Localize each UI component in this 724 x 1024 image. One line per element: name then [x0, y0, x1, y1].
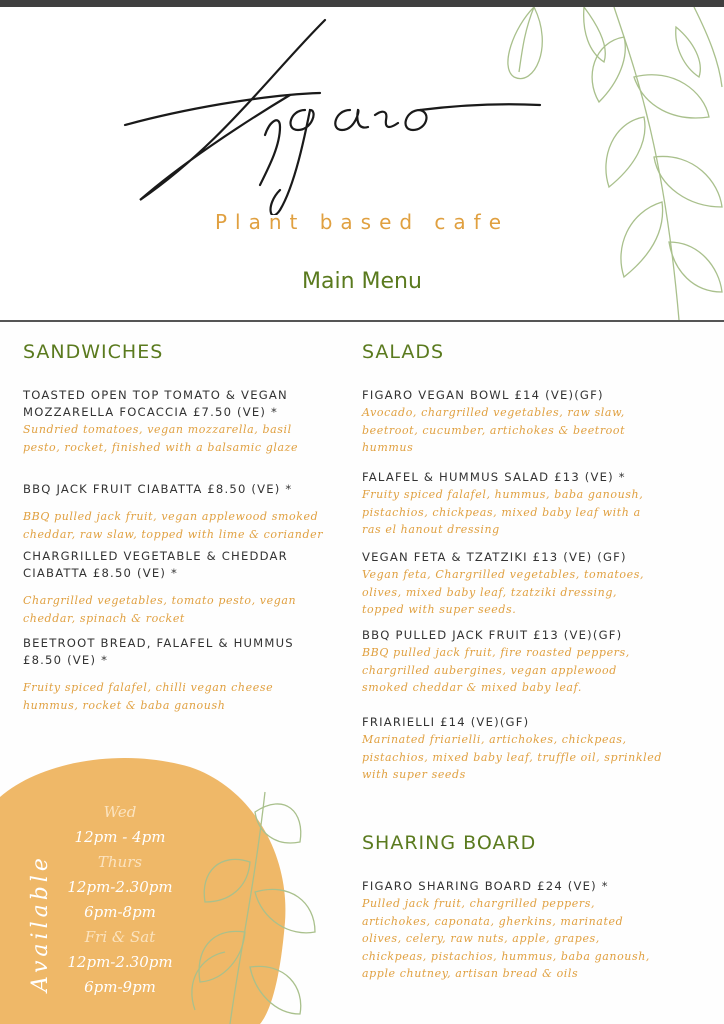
item-title: FALAFEL & HUMMUS SALAD £13 (VE) * [362, 470, 626, 484]
available-label: Available [28, 854, 53, 992]
section-title-sharing-board: SHARING BOARD [362, 832, 537, 854]
item-description: Pulled jack fruit, chargrilled peppers, artichokes, caponata, gherkins, marinated olives, celery, raw nuts, apple, grapes, chickpeas, pistachios, hummus, baba ganoush, apple chutney, artisan bread & oils [362, 897, 651, 980]
hours-day-thurs: Thurs [97, 853, 143, 871]
menu-item [23, 387, 328, 456]
tagline: Plant based cafe [214, 210, 510, 234]
top-bar [0, 0, 724, 7]
item-title: BEETROOT BREAD, FALAFEL & HUMMUS £8.50 (VE) * [23, 636, 294, 667]
hours-time: 12pm-2.30pm [67, 953, 173, 971]
menu-header [0, 7, 724, 320]
hours-time: 12pm - 4pm [74, 828, 166, 846]
menu-item [362, 387, 662, 457]
menu-item [23, 548, 328, 627]
item-description: Vegan feta, Chargrilled vegetables, tomatoes, olives, mixed baby leaf, tzatziki dressing, topped with super seeds. [362, 568, 645, 616]
item-description: Fruity spiced falafel, chilli vegan cheese hummus, rocket & baba ganoush [23, 681, 274, 712]
section-title-sandwiches: SANDWICHES [23, 341, 164, 363]
hours-day-fri-sat: Fri & Sat [84, 928, 156, 946]
hours-time: 6pm-9pm [84, 978, 156, 996]
opening-hours [60, 800, 180, 1000]
item-description: Marinated friarielli, artichokes, chickpeas, pistachios, mixed baby leaf, truffle oil, sprinkled with super seeds [362, 733, 662, 781]
item-title: BBQ PULLED JACK FRUIT £13 (VE)(GF) [362, 628, 623, 642]
menu-content [0, 322, 724, 1024]
menu-item [362, 878, 662, 983]
item-description: Sundried tomatoes, vegan mozzarella, basil pesto, rocket, finished with a balsamic glaze [23, 423, 299, 454]
hours-time: 6pm-8pm [84, 903, 156, 921]
page-title: Main Menu [302, 269, 422, 294]
item-title: FIGARO VEGAN BOWL £14 (VE)(GF) [362, 388, 604, 402]
menu-item [362, 469, 662, 539]
section-title-salads: SALADS [362, 341, 445, 363]
item-title: CHARGRILLED VEGETABLE & CHEDDAR CIABATTA £8.50 (VE) * [23, 549, 288, 580]
item-description: BBQ pulled jack fruit, vegan applewood smoked cheddar, raw slaw, topped with lime & coriander [23, 510, 324, 541]
hours-time: 12pm-2.30pm [67, 878, 173, 896]
item-title: FIGARO SHARING BOARD £24 (VE) * [362, 879, 609, 893]
menu-item [362, 549, 662, 619]
item-title: BBQ JACK FRUIT CIABATTA £8.50 (VE) * [23, 482, 293, 496]
item-description: BBQ pulled jack fruit, fire roasted peppers, chargrilled aubergines, vegan applewood smoked cheddar & mixed baby leaf. [362, 646, 630, 694]
menu-item [362, 627, 662, 697]
menu-item [23, 635, 328, 714]
figaro-logo [120, 15, 560, 215]
menu-item [23, 481, 328, 543]
item-description: Fruity spiced falafel, hummus, baba ganoush, pistachios, chickpeas, mixed baby leaf with a ras el hanout dressing [362, 488, 644, 536]
item-description: Avocado, chargrilled vegetables, raw slaw, beetroot, cucumber, artichokes & beetroot hummus [362, 406, 626, 454]
menu-item [362, 714, 662, 784]
item-title: VEGAN FETA & TZATZIKI £13 (VE) (GF) [362, 550, 627, 564]
hours-day-wed: Wed [103, 803, 137, 821]
item-description: Chargrilled vegetables, tomato pesto, vegan cheddar, spinach & rocket [23, 594, 297, 625]
item-title: FRIARIELLI £14 (VE)(GF) [362, 715, 530, 729]
item-title: TOASTED OPEN TOP TOMATO & VEGAN MOZZARELLA FOCACCIA £7.50 (VE) * [23, 388, 288, 419]
